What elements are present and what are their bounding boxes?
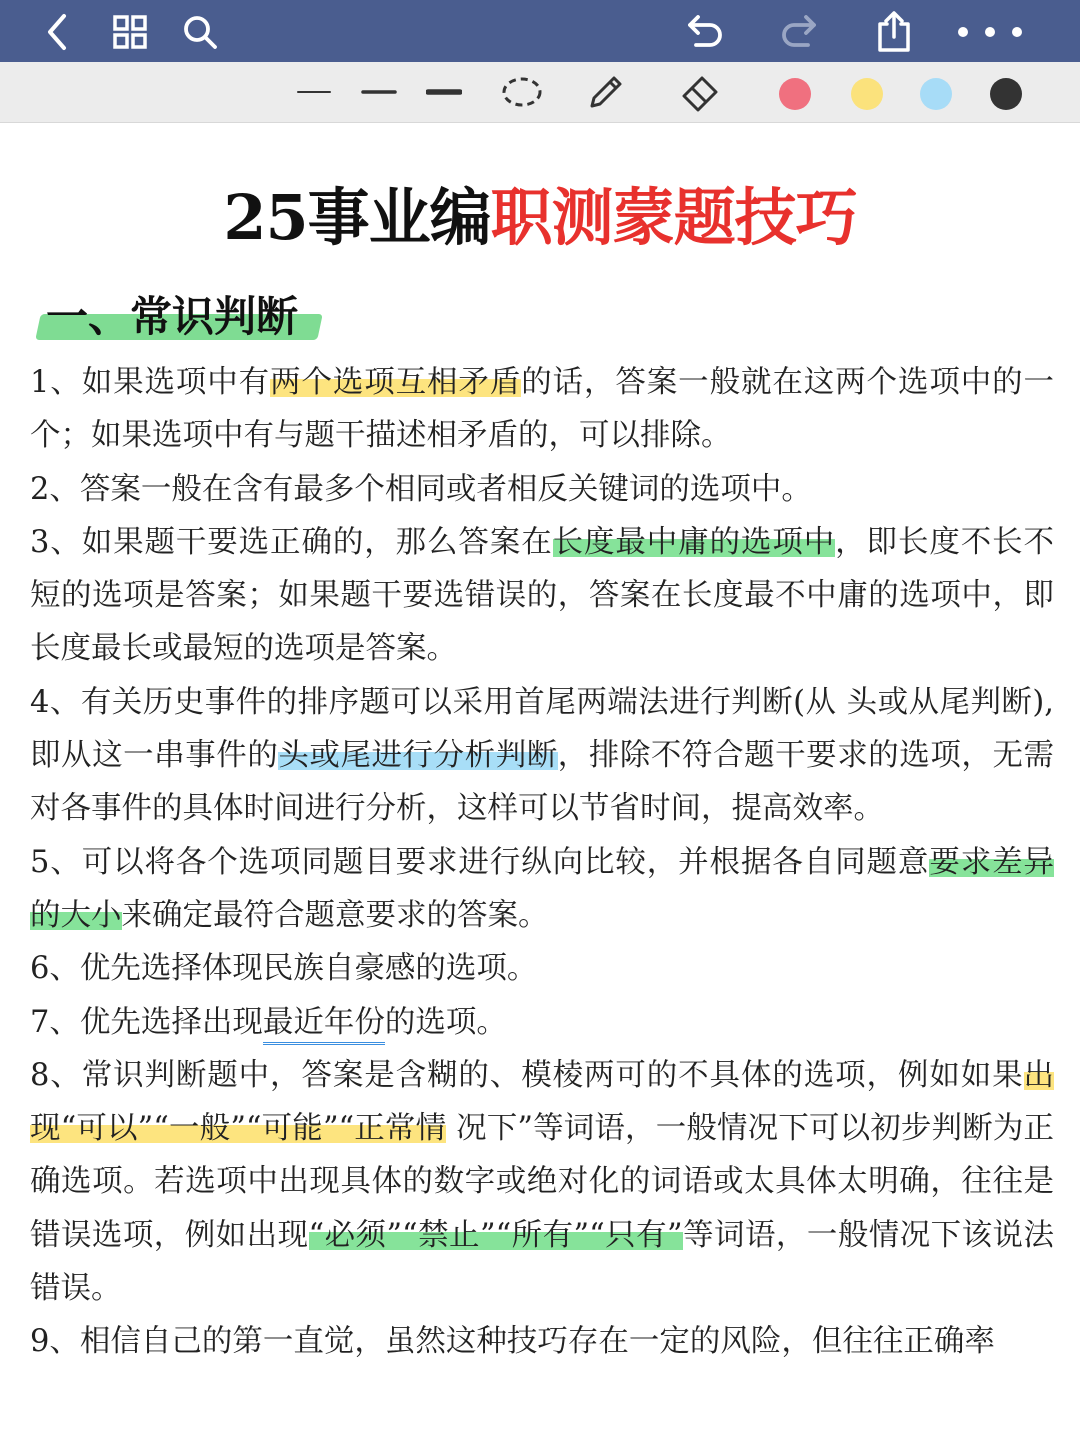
thick-pen-stroke-icon[interactable] [420, 68, 468, 116]
yellow-highlight: 出现“可以”“一般”“可能”“正常情 [30, 1057, 1054, 1147]
list-item-9: 9、相信自己的第一直觉，虽然这种技巧存在一定的风险，但往往正确率 [30, 1324, 995, 1360]
grid-icon[interactable] [104, 6, 156, 58]
redo-icon[interactable] [772, 6, 824, 58]
search-icon[interactable] [174, 6, 226, 58]
eraser-icon[interactable] [676, 68, 724, 116]
pencil-icon[interactable] [582, 68, 630, 116]
list-item-5: 5、可以将各个选项同题目要求进行纵向比较，并根据各自同题意要求差异的大小来确定最符合题意要求的答案。 [30, 844, 1055, 933]
document-body [30, 356, 1054, 1369]
list-item-1: 1、如果选项中有两个选项互相矛盾的话，答案一般就在这两个选项中的一个；如果选项中有与题干描述相矛盾的，可以排除。 [30, 365, 1055, 454]
green-highlight: “必须”“禁止”“所有”“只有” [308, 1217, 683, 1253]
title-red-part: 职测蒙题技巧 [490, 181, 857, 254]
section-title-text: 一、常识判断 [46, 292, 299, 341]
list-item-7: 7、优先选择出现最近年份的选项。 [30, 996, 1054, 1049]
annotation-toolbar [0, 62, 1080, 123]
blue-underline: 最近年份 [263, 1005, 385, 1045]
back-icon[interactable] [32, 6, 84, 58]
top-navigation-bar [0, 0, 1080, 62]
list-item-4: 4、有关历史事件的排序题可以采用首尾两端法进行判断(从 头或从尾判断),即从这一串事件的头或尾进行分析判断，排除不符合题干要求的选项，无需对各事件的具体时间进行分析，这样可以节省时间，提高效率。 [30, 684, 1054, 827]
pink-color-swatch[interactable] [779, 78, 811, 110]
undo-icon[interactable] [680, 6, 732, 58]
yellow-color-swatch[interactable] [851, 78, 883, 110]
list-item-2: 2、答案一般在含有最多个相同或者相反关键词的选项中。 [30, 471, 812, 507]
lasso-icon[interactable] [498, 68, 546, 116]
list-item-8: 8、常识判断题中，答案是含糊的、模棱两可的不具体的选项，例如如果出现“可以”“一般”“可能”“正常情 况下”等词语，一般情况下可以初步判断为正确选项。若选项中出现具体的数字或绝对化的词语或太具体太明确，往往是错误选项，例如出现“必须”“禁止”“所有”“只有”等词语，一般情况下该说法错误。 [30, 1057, 1055, 1307]
list-item-6: 6、优先选择体现民族自豪感的选项。 [30, 951, 538, 987]
green-highlight: 要求差异的大小 [30, 844, 1055, 933]
document-title [0, 168, 1080, 257]
blue-color-swatch[interactable] [920, 78, 952, 110]
list-item-3: 3、如果题干要选正确的，那么答案在长度最中庸的选项中，即长度不长不短的选项是答案；如果题干要选错误的，答案在长度最不中庸的选项中，即长度最长或最短的选项是答案。 [30, 524, 1055, 667]
blue-highlight: 头或尾进行分析判断 [278, 738, 558, 774]
green-highlight: 长度最中庸的选项中 [552, 524, 836, 560]
title-black-part: 25事业编 [223, 181, 491, 254]
yellow-highlight: 两个选项互相矛盾 [270, 365, 522, 400]
thin-pen-stroke-icon[interactable] [290, 68, 338, 116]
black-color-swatch[interactable] [990, 78, 1022, 110]
share-icon[interactable] [868, 6, 920, 58]
more-icon[interactable] [950, 6, 1030, 58]
section-heading [46, 284, 298, 344]
medium-pen-stroke-icon[interactable] [355, 68, 403, 116]
